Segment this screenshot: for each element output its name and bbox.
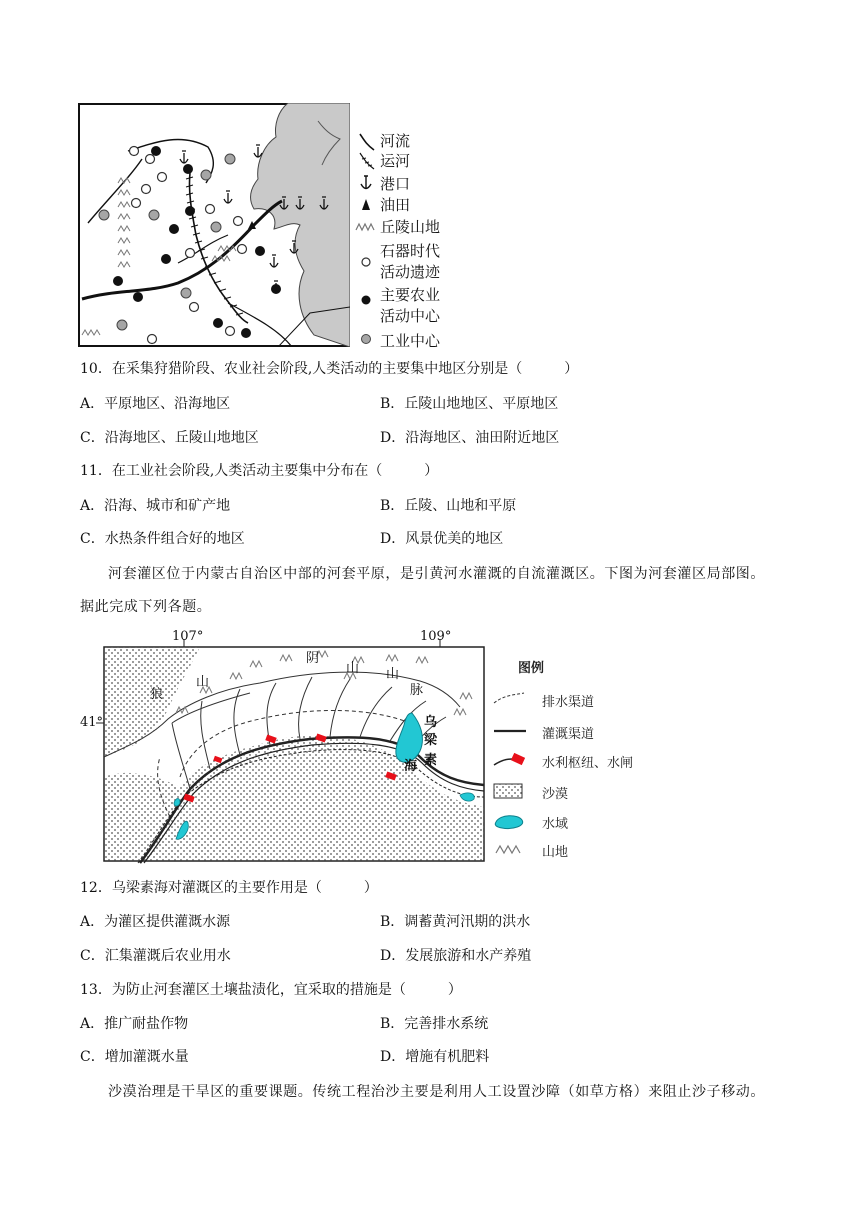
q12-option-a[interactable]: A．为灌区提供灌溉水源 <box>80 914 231 930</box>
q10-option-c[interactable]: C．沿海地区、丘陵山地地区 <box>80 430 259 446</box>
q13-option-d[interactable]: D．增施有机肥料 <box>380 1049 490 1065</box>
legend-drainage-label: 排水渠道 <box>542 695 595 710</box>
map-hetao-irrigation <box>80 627 670 865</box>
q12-option-c[interactable]: C．汇集灌溉后农业用水 <box>80 948 231 964</box>
q11-option-d[interactable]: D．风景优美的地区 <box>380 531 504 547</box>
legend-oilfield-label: 油田 <box>380 196 411 214</box>
place-mai: 脉 <box>410 683 424 698</box>
oilfield-icon <box>356 194 376 214</box>
question-10-stem: 10．在采集狩猎阶段、农业社会阶段,人类活动的主要集中地区分别是（ ） <box>80 361 579 377</box>
question-12-stem: 12．乌梁素海对灌溉区的主要作用是（ ） <box>80 880 378 896</box>
legend-industry-label: 工业中心 <box>380 332 441 350</box>
place-hai: 海 <box>404 759 418 774</box>
legend-stone-age-label-2: 活动遗迹 <box>380 263 441 281</box>
place-wu: 乌 <box>424 715 438 730</box>
legend-hills-label: 丘陵山地 <box>380 218 441 236</box>
place-lang-shan: 山 <box>196 675 210 690</box>
desert-icon <box>492 782 532 800</box>
stone-age-site-icon <box>360 256 376 272</box>
industry-center-icon <box>360 333 376 349</box>
port-icon <box>356 173 376 193</box>
legend-agri-label-1: 主要农业 <box>380 286 441 304</box>
map-human-activity <box>78 103 350 347</box>
place-su: 素 <box>424 753 438 768</box>
drainage-channel-icon <box>490 689 530 709</box>
place-liang: 梁 <box>424 733 438 748</box>
map1-legend <box>352 130 462 350</box>
legend-canal-label: 运河 <box>380 152 411 170</box>
agriculture-center-icon <box>360 294 376 310</box>
place-shan-1: 山 <box>346 661 360 676</box>
intro-hetao-line1: 河套灌区位于内蒙古自治区中部的河套平原，是引黄河水灌溉的自流灌溉区。下图为河套灌区局部图。 <box>108 566 765 582</box>
q10-option-d[interactable]: D．沿海地区、油田附近地区 <box>380 430 560 446</box>
place-lang: 狼 <box>150 687 164 702</box>
q13-option-b[interactable]: B．完善排水系统 <box>380 1016 489 1032</box>
legend-agri-label-2: 活动中心 <box>380 307 441 325</box>
legend-river-label: 河流 <box>380 132 411 150</box>
q11-option-c[interactable]: C．水热条件组合好的地区 <box>80 531 245 547</box>
mountain-icon <box>492 841 532 857</box>
q10-option-a[interactable]: A．平原地区、沿海地区 <box>80 396 231 412</box>
lon-107-label: 107° <box>172 629 204 644</box>
irrigation-channel-icon <box>490 723 530 739</box>
water-hub-sluice-icon <box>490 751 530 771</box>
legend-irrigation-label: 灌溉渠道 <box>542 727 595 742</box>
q13-option-c[interactable]: C．增加灌溉水量 <box>80 1049 189 1065</box>
q12-option-b[interactable]: B．调蓄黄河汛期的洪水 <box>380 914 531 930</box>
question-11-stem: 11．在工业社会阶段,人类活动主要集中分布在（ ） <box>80 463 439 479</box>
q11-option-b[interactable]: B．丘陵、山地和平原 <box>380 498 517 514</box>
lon-109-label: 109° <box>420 629 452 644</box>
place-shan-2: 山 <box>386 667 400 682</box>
q13-option-a[interactable]: A．推广耐盐作物 <box>80 1016 189 1032</box>
q11-option-a[interactable]: A．沿海、城市和矿产地 <box>80 498 231 514</box>
legend-mountain-label: 山地 <box>542 845 569 860</box>
q10-option-b[interactable]: B．丘陵山地地区、平原地区 <box>380 396 559 412</box>
river-icon <box>356 132 376 152</box>
legend-port-label: 港口 <box>380 175 411 193</box>
question-13-stem: 13．为防止河套灌区土壤盐渍化，宜采取的措施是（ ） <box>80 982 462 998</box>
lat-41-label: 41° <box>80 715 104 730</box>
q12-option-d[interactable]: D．发展旅游和水产养殖 <box>380 948 532 964</box>
place-yin: 阴 <box>306 651 320 666</box>
hills-mountains-icon <box>354 216 376 236</box>
intro-desert-line1: 沙漠治理是干旱区的重要课题。传统工程治沙主要是利用人工设置沙障（如草方格）来阻止沙子移动。 <box>108 1084 765 1100</box>
legend-water-label: 水域 <box>542 817 569 832</box>
legend-stone-age-label-1: 石器时代 <box>380 242 441 260</box>
canal-icon <box>356 151 376 171</box>
map-human-activity-drawing <box>78 103 350 347</box>
legend-desert-label: 沙漠 <box>542 787 569 802</box>
map2-legend-title: 图例 <box>518 661 545 676</box>
intro-hetao-line2: 据此完成下列各题。 <box>80 599 212 615</box>
map-hetao-drawing <box>80 627 670 865</box>
legend-sluice-label: 水利枢纽、水闸 <box>542 756 634 771</box>
water-body-icon <box>492 812 532 832</box>
